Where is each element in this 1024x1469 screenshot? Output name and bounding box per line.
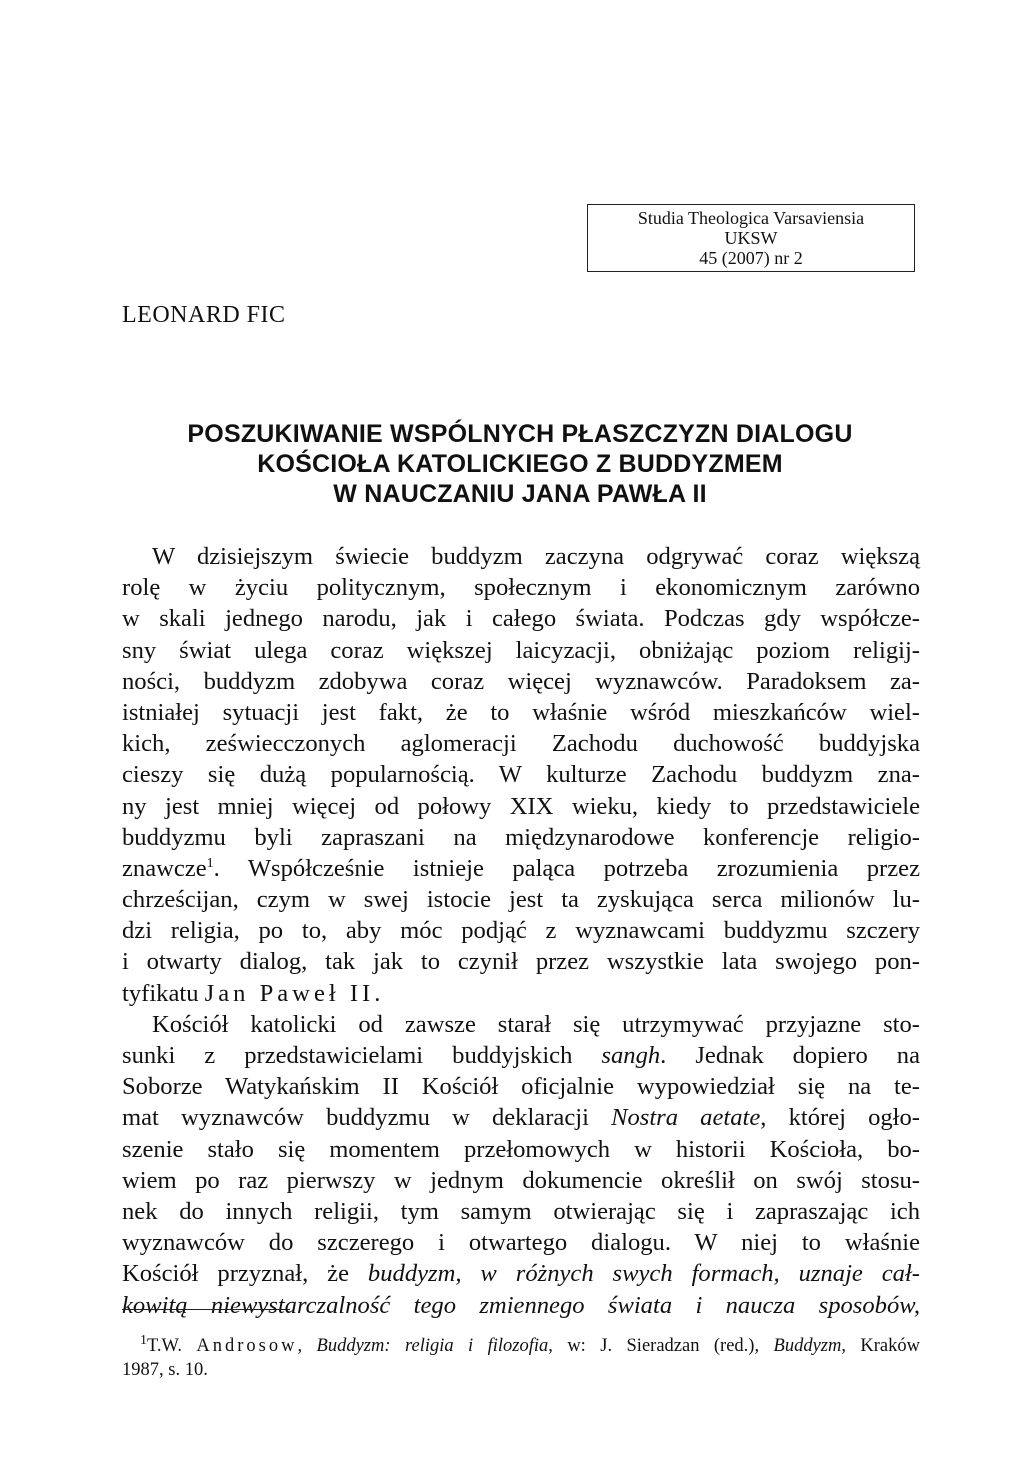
text-span: sunki z przedstawicielami buddyjskich xyxy=(122,1042,602,1069)
italic-term: sangh xyxy=(601,1042,661,1069)
journal-issue: 45 (2007) nr 2 xyxy=(699,248,803,268)
journal-publisher: UKSW xyxy=(724,228,778,248)
text-span: Kościół przyznał, że xyxy=(122,1260,368,1288)
text-line xyxy=(122,853,920,884)
title-line: POSZUKIWANIE WSPÓLNYCH PŁASZCZYZN DIALOGU xyxy=(187,420,853,448)
text-span: , której ogło- xyxy=(760,1104,920,1132)
italic-title: Nostra aetate xyxy=(611,1104,761,1132)
text-line: buddyzmu byli zapraszani na międzynarodowe konferencje religio- xyxy=(122,823,920,851)
text-span: tyfikatu xyxy=(122,979,205,1007)
text-line: rolę w życiu politycznym, społecznym i ekonomicznym zarówno xyxy=(122,574,920,602)
footnote xyxy=(122,1334,920,1382)
text-line: nek do innych religii, tym samym otwierając się i zapraszając ich xyxy=(122,1197,920,1225)
footnote-ref[interactable]: 1 xyxy=(206,855,214,871)
text-span: , xyxy=(297,1336,317,1356)
text-span: T.W. xyxy=(147,1336,197,1356)
footnote-line: 1987, s. 10. xyxy=(122,1360,208,1380)
text-line: i otwarty dialog, tak jak to czynił przez wszystkie lata swojego pon- xyxy=(122,948,920,976)
article-title xyxy=(100,419,940,509)
text-line: istniałej sytuacji jest fakt, że to właśnie wśród mieszkańców wiel- xyxy=(122,698,920,726)
footnote-divider xyxy=(122,1309,290,1310)
text-line: Kościół katolicki od zawsze starał się utrzymywać przyjazne sto- xyxy=(152,1010,920,1038)
footnote-book-title: Buddyzm xyxy=(773,1336,842,1356)
text-line: cieszy się dużą popularnością. W kulturze Zachodu buddyzm zna- xyxy=(122,761,920,789)
italic-quote: kowitą niewystarczalność tego zmiennego świata i naucza sposobów, xyxy=(122,1291,920,1319)
text-line xyxy=(122,1102,920,1133)
text-line: chrześcijan, czym w swej istocie jest ta zyskująca serca milionów lu- xyxy=(122,886,920,914)
journal-info-box xyxy=(587,204,915,272)
text-span: . xyxy=(374,979,381,1007)
text-line: wiem po raz pierwszy w jednym dokumencie określił on swój stosu- xyxy=(122,1166,920,1194)
footnote-book-title: Buddyzm: religia i filozofia xyxy=(316,1336,549,1356)
text-span: , Kraków xyxy=(841,1336,920,1356)
text-line: dzi religia, po to, aby móc podjąć z wyznawcami buddyzmu szczery xyxy=(122,917,920,945)
text-line: w skali jednego narodu, jak i całego świata. Podczas gdy współcze- xyxy=(122,605,920,633)
text-line xyxy=(122,1040,920,1071)
text-line: sny świat ulega coraz większej laicyzacji, obniżając poziom religij- xyxy=(122,636,920,664)
text-span: , w: J. Sieradzan (red.), xyxy=(548,1336,774,1356)
text-line: ny jest mniej więcej od połowy XIX wieku, kiedy to przedstawiciele xyxy=(122,792,920,820)
footnote-number: 1 xyxy=(140,1332,147,1348)
text-line xyxy=(122,1290,920,1321)
author-name: LEONARD FIC xyxy=(122,302,286,328)
text-line: szenie stało się momentem przełomowych w historii Kościoła, bo- xyxy=(122,1135,920,1163)
text-span: . Jednak dopiero na xyxy=(660,1042,920,1069)
footnote-author: Androsow xyxy=(196,1336,298,1356)
text-line: W dzisiejszym świecie buddyzm zaczyna odgrywać coraz większą xyxy=(152,543,920,570)
text-line: Soborze Watykańskim II Kościół oficjalnie wypowiedział się na te- xyxy=(122,1073,920,1101)
article-body xyxy=(122,541,920,1321)
text-line: kich, zeświecczonych aglomeracji Zachodu duchowość buddyjska xyxy=(122,730,920,758)
spaced-name: Jan Paweł II xyxy=(204,979,375,1007)
text-span: mat wyznawców buddyzmu w deklaracji xyxy=(122,1104,612,1132)
text-span: . Współcześnie istnieje paląca potrzeba zrozumienia przez xyxy=(213,854,920,882)
title-line: W NAUCZANIU JANA PAWŁA II xyxy=(333,480,707,508)
text-line xyxy=(122,1258,920,1289)
text-line xyxy=(122,978,920,1009)
journal-name: Studia Theologica Varsaviensia xyxy=(637,208,865,228)
italic-quote: buddyzm, w różnych swych formach, uznaje cał- xyxy=(367,1260,920,1288)
title-line: KOŚCIOŁA KATOLICKIEGO Z BUDDYZMEM xyxy=(257,450,783,478)
text-line: ności, buddyzm zdobywa coraz więcej wyznawców. Paradoksem za- xyxy=(122,667,920,695)
footnote-line xyxy=(122,1334,920,1358)
text-line: wyznawców do szczerego i otwartego dialogu. W niej to właśnie xyxy=(122,1229,920,1257)
text-span: znawcze xyxy=(122,854,207,882)
